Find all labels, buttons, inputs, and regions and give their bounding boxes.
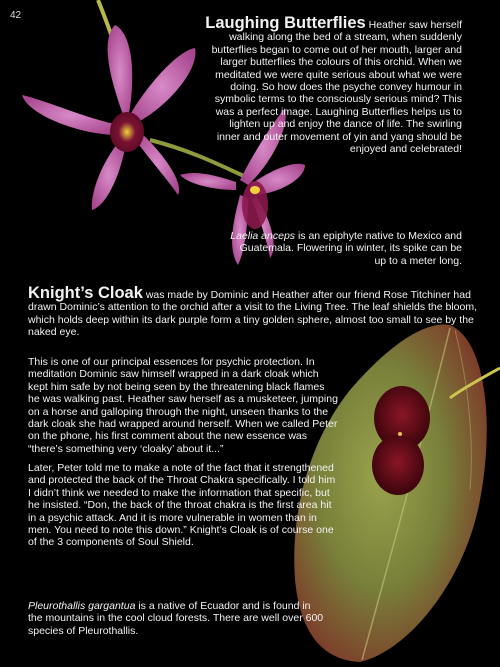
knights-cloak-intro: was made by Dominic and Heather after our friend Rose Titchiner had drawn Dominic’s attention to the orchid after a visit to the Living Tree. The leaf shields the bloom, which holds deep within its dark purple form a tiny golden sphere, almost too small to see by the naked eye. [28,289,478,339]
laelia-caption [230,230,462,267]
pleurothallis-species-name: Pleurothallis gargantua [28,600,136,612]
laughing-butterflies-title: Laughing Butterflies [205,14,366,32]
knights-cloak-intro-paragraph [28,284,478,339]
laughing-butterflies-paragraph [204,14,462,156]
pleurothallis-description: is a native of Ecuador and is found in the mountains in the cool cloud forests. There are well over 600 species of Pleurothallis. [28,600,324,637]
laelia-description: is an epiphyte native to Mexico and Guatemala. Flowering in winter, its spike can be up to a meter long. [239,230,462,267]
laughing-butterflies-body: Heather saw herself walking along the bed of a stream, when suddenly butterflies began to come out of her mouth, larger and larger butterflies the colours of this orchid. When we meditated we were quite serious about what we were doing. So how does the psyche convey humour in symbolic terms to the consciously serious mind? This was a perfect image. Laughing Butterflies helps us to lighten up and enjoy the dance of life. The swirling inner and outer movement of yin and yang should be enjoyed and celebrated! [211,19,462,156]
knights-cloak-title: Knight’s Cloak [28,284,143,302]
knights-cloak-paragraph-2: This is one of our principal essences for psychic protection. In meditation Dominic saw himself wrapped in a dark cloak which kept him safe by not being seen by the threatening black flames he was walking past. Heather saw herself as a musketeer, jumping on a horse and galloping through the night, unseen thanks to the dark cloak she had wrapped around herself. When we called Peter on the phone, his first comment about the new essence was “there’s something very ‘cloaky’ about it...” [28,356,338,455]
pleurothallis-caption [28,600,328,637]
laelia-species-name: Laelia anceps [230,230,296,242]
page-number: 42 [10,10,22,21]
knights-cloak-paragraph-3: Later, Peter told me to make a note of the fact that it strengthened and protected the back of the Throat Chakra specifically. I told him I didn’t think we needed to make the information that specific, but he insisted. “Don, the back of the throat chakra is the first area hit in a psychic attack. And it is more vulnerable in women than in men. You need to note this down.” Knight’s Cloak is of course one of the 3 components of Soul Shield. [28,462,336,549]
